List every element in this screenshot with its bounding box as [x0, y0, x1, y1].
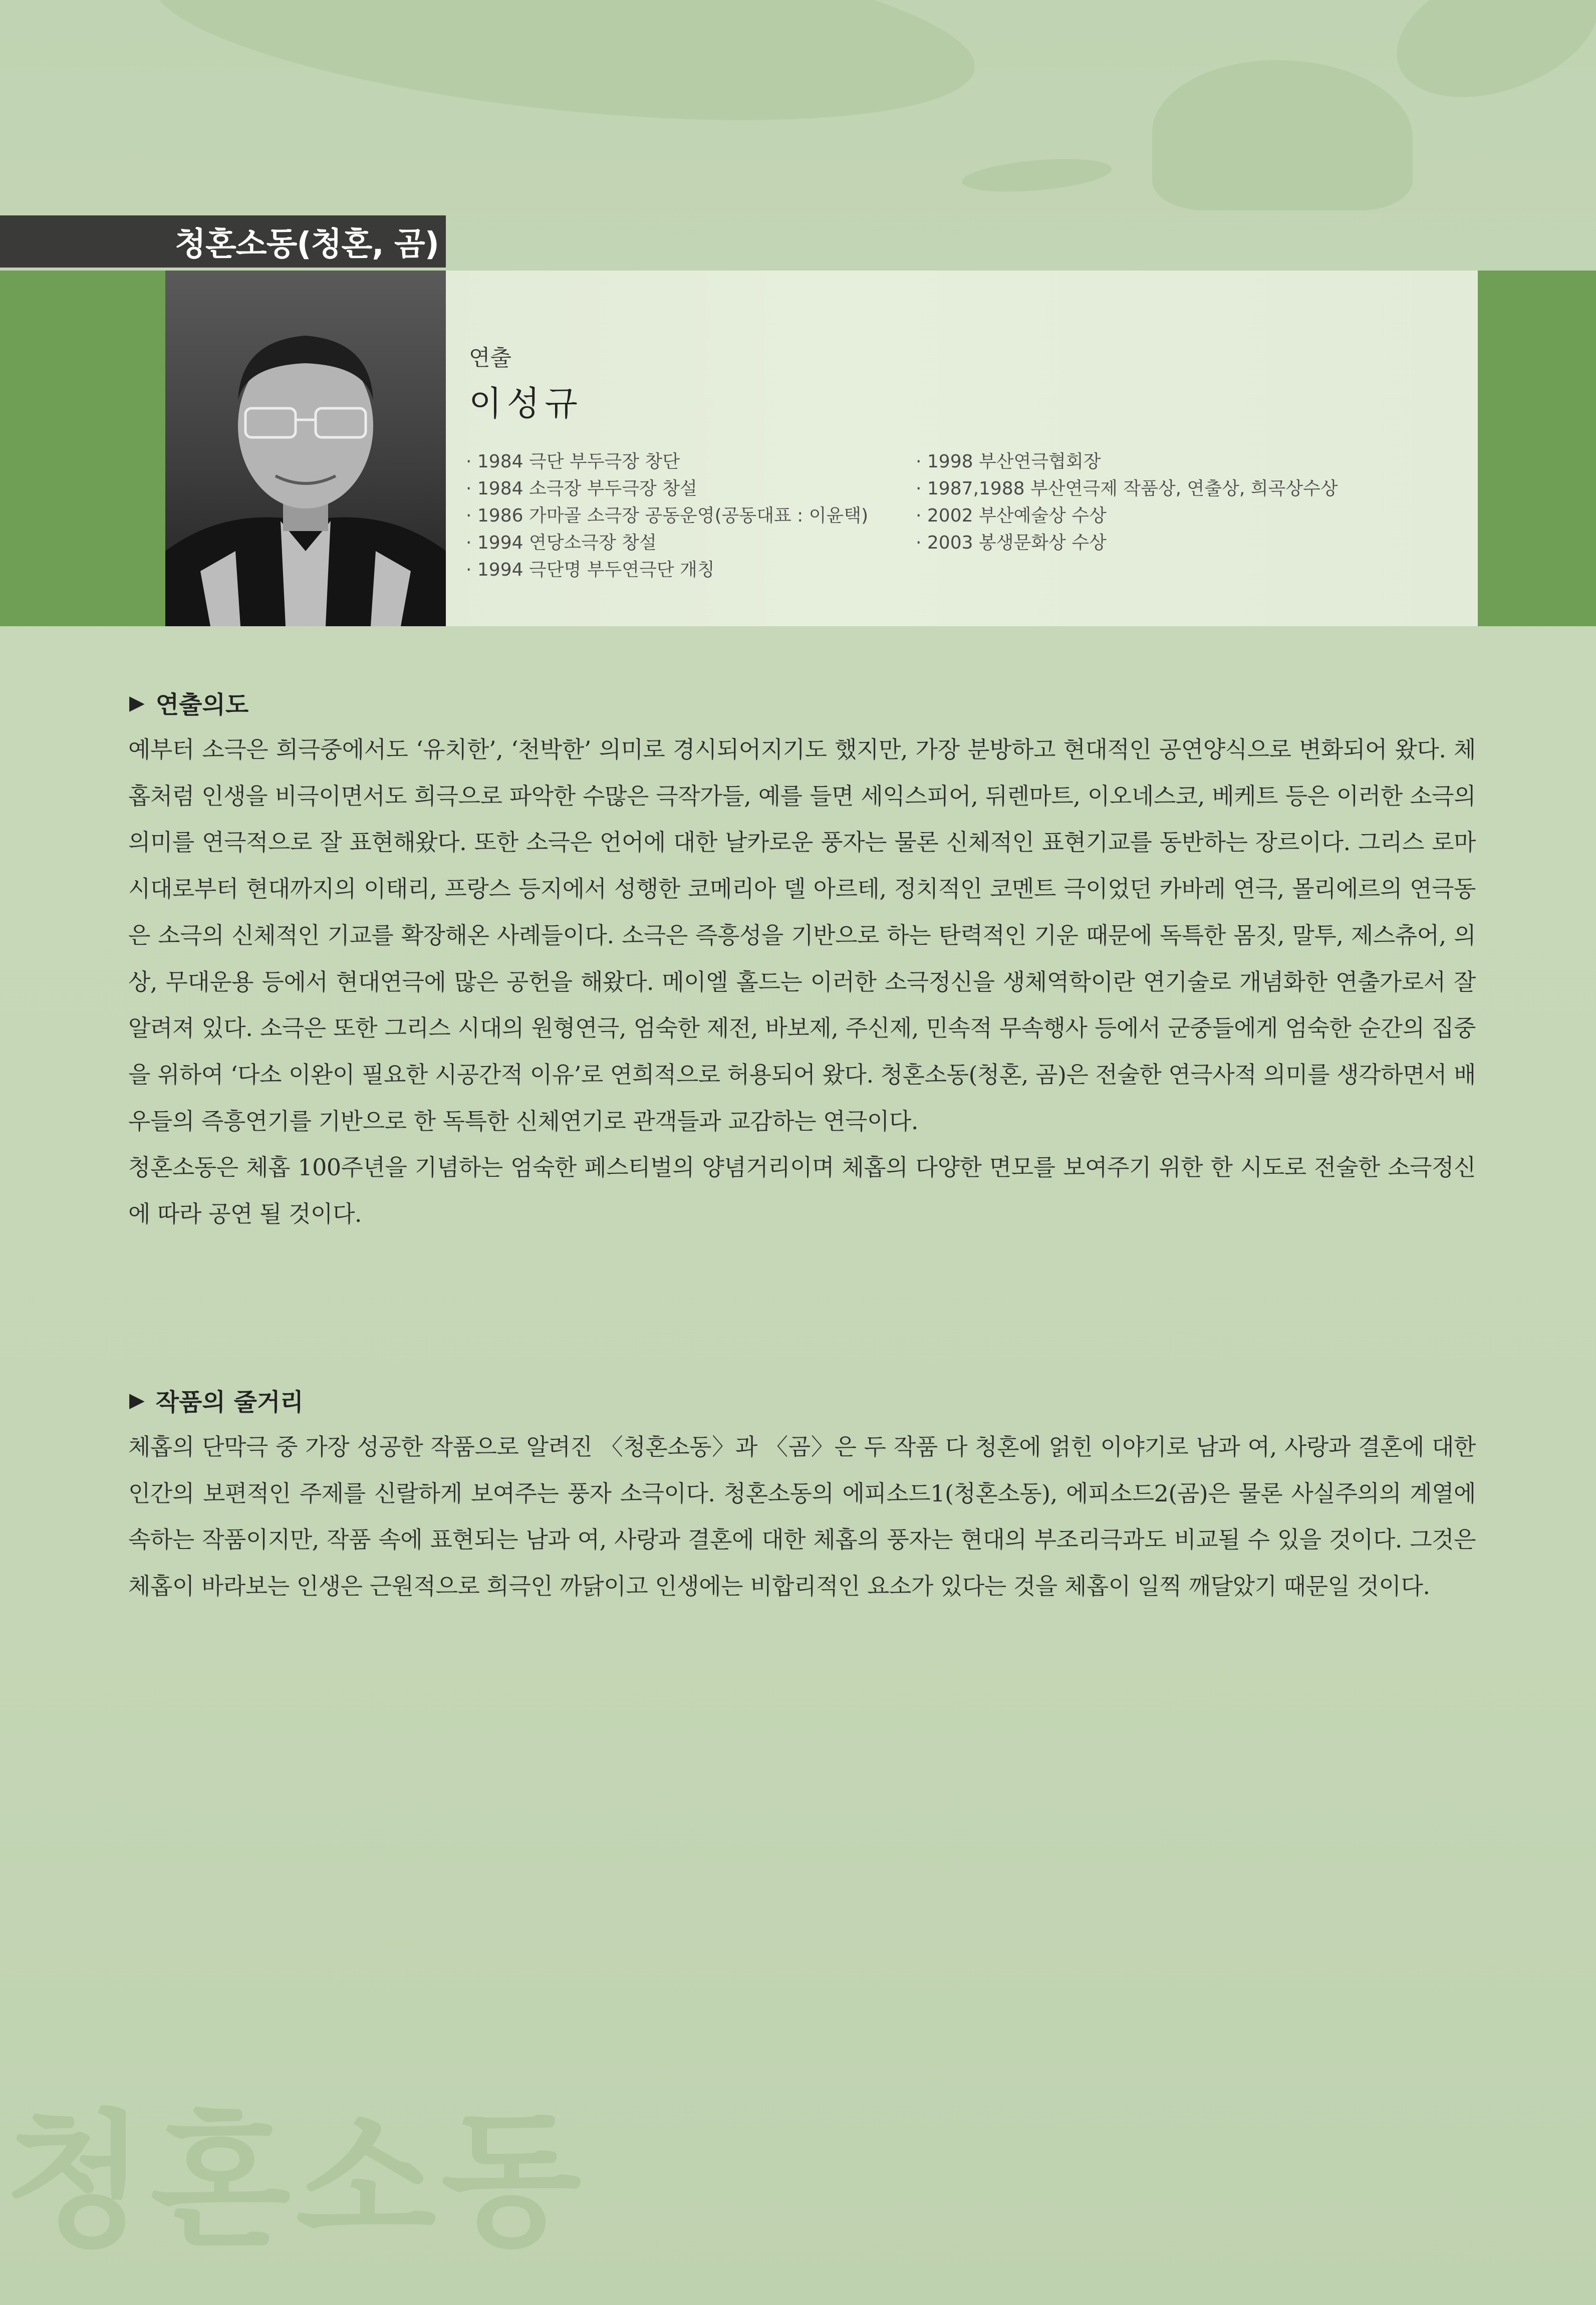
- director-role: 연출: [469, 345, 512, 371]
- career-list-right: [916, 448, 1338, 557]
- section-body-synopsis: [128, 1424, 1476, 1610]
- triangle-bullet-icon: ▶: [129, 691, 145, 714]
- section-heading-intent: [129, 685, 248, 720]
- career-item: · 1994 연당소극장 창설: [466, 533, 657, 553]
- career-list-left: [466, 448, 868, 584]
- header-band-right: [1478, 271, 1596, 626]
- triangle-bullet-icon: ▶: [129, 1388, 145, 1412]
- career-item: · 1994 극단명 부두연극단 개칭: [466, 560, 715, 580]
- page-title: 청혼소동(청혼, 곰): [175, 226, 439, 263]
- paragraph: 청혼소동은 체홉 100주년을 기념하는 엄숙한 페스티벌의 양념거리이며 체홉의 다양한 면모를 보여주기 위한 한 시도로 전술한 소극정신에 따라 공연 될 것이다.: [128, 1154, 1476, 1228]
- career-item: · 1998 부산연극협회장: [916, 451, 1101, 472]
- title-bar: [0, 215, 446, 268]
- director-name: 이성규: [469, 384, 583, 424]
- career-item: · 2003 봉생문화상 수상: [916, 533, 1107, 553]
- decorative-fish-shape: [144, 0, 984, 153]
- career-item: · 1984 소극장 부두극장 창설: [466, 478, 697, 499]
- decorative-fish-shape: [1379, 0, 1596, 123]
- paragraph: 체홉의 단막극 중 가장 성공한 작품으로 알려진 〈청혼소동〉과 〈곰〉은 두 작품 다 청혼에 얽힌 이야기로 남과 여, 사랑과 결혼에 대한 인간의 보편적인 주제를 신랄하게 보여주는 풍자 소극이다. 청혼소동의 에피소드1(청혼소동), 에피소드2(곰)은 물론 사실주의의 계열에 속하는 작품이지만, 작품 속에 표현되는 남과 여, 사랑과 결혼에 대한 체홉의 풍자는 현대의 부조리극과도 비교될 수 있을 것이다. 그것은 체홉이 바라보는 인생은 근원적으로 희극인 까닭이고 인생에는 비합리적인 요소가 있다는 것을 체홉이 일찍 깨달았기 때문일 것이다.: [128, 1433, 1476, 1600]
- decorative-fish-shape: [1152, 60, 1413, 210]
- paragraph: 예부터 소극은 희극중에서도 ‘유치한’, ‘천박한’ 의미로 경시되어지기도 했지만, 가장 분방하고 현대적인 공연양식으로 변화되어 왔다. 체홉처럼 인생을 비극이면서도 희극으로 파악한 수많은 극작가들, 예를 들면 세익스피어, 뒤렌마트, 이오네스코, 베케트 등은 이러한 소극의 의미를 연극적으로 잘 표현해왔다. 또한 소극은 언어에 대한 날카로운 풍자는 물론 신체적인 표현기교를 동반하는 장르이다. 그리스 로마 시대로부터 현대까지의 이태리, 프랑스 등지에서 성행한 코메리아 델 아르테, 정치적인 코멘트 극이었던 카바레 연극, 몰리에르의 연극동은 소극의 신체적인 기교를 확장해온 사례들이다. 소극은 즉흥성을 기반으로 하는 탄력적인 기운 때문에 독특한 몸짓, 말투, 제스츄어, 의상, 무대운용 등에서 현대연극에 많은 공헌을 해왔다. 메이엘 홀드는 이러한 소극정신을 생체역학이란 연기술로 개념화한 연출가로서 잘 알려져 있다. 소극은 또한 그리스 시대의 원형연극, 엄숙한 제전, 바보제, 주신제, 민속적 무속행사 등에서 군중들에게 엄숙한 순간의 집중을 위하여 ‘다소 이완이 필요한 시공간적 이유’로 연희적으로 허용되어 왔다. 청혼소동(청혼, 곰)은 전술한 연극사적 의미를 생각하면서 배우들의 즉흥연기를 기반으로 한 독특한 신체연기로 관객들과 교감하는 연극이다.: [128, 736, 1476, 1135]
- section-heading-label: 작품의 줄거리: [155, 1388, 304, 1416]
- career-item: · 1984 극단 부두극장 창단: [466, 451, 680, 472]
- section-body-intent: [128, 726, 1476, 1237]
- header-band-left: [0, 271, 165, 626]
- section-heading-label: 연출의도: [155, 691, 249, 719]
- career-item: · 2002 부산예술상 수상: [916, 505, 1107, 526]
- director-photo: [165, 271, 446, 626]
- career-item: · 1987,1988 부산연극제 작품상, 연출상, 희곡상수상: [916, 478, 1338, 499]
- decorative-fish-shape: [961, 154, 1113, 197]
- portrait-illustration: [165, 271, 446, 626]
- section-heading-synopsis: [129, 1383, 304, 1417]
- career-item: · 1986 가마골 소극장 공동운영(공동대표 : 이윤택): [466, 505, 869, 526]
- watermark-title: 청혼소동: [5, 2097, 587, 2266]
